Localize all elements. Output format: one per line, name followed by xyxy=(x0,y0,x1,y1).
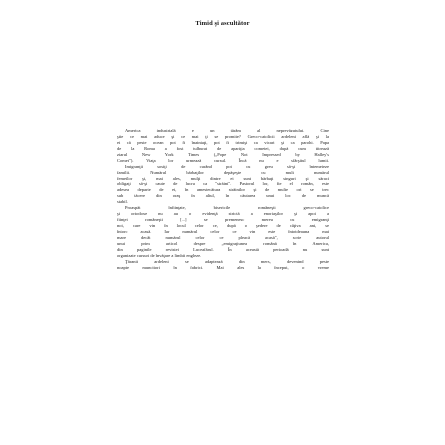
body-text xyxy=(117,128,329,271)
text-line: Ţăranii ardeleni se adaptează din mers, devenind peste xyxy=(125,258,329,264)
text-line: ei că peste ocean pot fi înaintaţi, pot fi trimişi ca vicari şi ca parohi. Papa xyxy=(117,139,329,145)
text-line: America industrială e un tărâm al neprevăzutului. Cine xyxy=(125,128,329,133)
text-line: familii. Numărul bărbaţilor depăşeşte cu mult numărul xyxy=(117,169,329,175)
running-head: Timid şi ascultător xyxy=(195,20,250,27)
text-line: femeilor şi, mai ales, mulţi dintre ei sunt bărbaţi singuri şi săraci xyxy=(117,175,329,181)
text-line: obligaţi să-şi caute de lucru ca "străini". Pastorul lor, fie el român, este xyxy=(117,181,329,187)
text-line: unui prim articol despre „emigraţiunea română în America, xyxy=(117,240,329,246)
text-line: ştie ce mai aduce şi ce mai ţi se promite? Greco-catolicii ardeleni află şi la xyxy=(117,133,329,139)
text-line: stabil. xyxy=(117,199,128,205)
text-line: mare decât numărul celor ce pleacă acasă", scrie autorul xyxy=(117,234,329,240)
text-line: organizate cursuri de învăţare a limbii engleze. xyxy=(117,252,202,258)
text-line: de la Roma a fost tulburat de apariţia cometei, după cum titrează xyxy=(117,145,329,151)
text-line: din paginile revistei Luceafărul. În această perioadă nu sunt xyxy=(117,246,329,252)
text-line: sub tăcere din oraş în altul, în căutarea unui loc de muncă xyxy=(117,193,329,199)
text-line: Imigranţii sosiţi de curând pot cu greu să-şi întemeieze xyxy=(125,163,329,169)
text-line: adesea departe de ei, în amestecătura străinilor şi de multe ori se trec xyxy=(117,187,329,193)
text-line: întorc acasă. Iar numărul celor ce vin este întotdeauna mai xyxy=(117,228,329,234)
text-line: şi ortodoxe nu au o evidenţă strictă a enoriaşilor şi apoi a xyxy=(117,211,329,217)
text-line: Proaspăt înfiinţate, bisericile româneşti greco-catolice xyxy=(125,205,329,211)
text-line: noi, care vin în locul celor ce, după o şedere de câţiva ani, se xyxy=(117,223,329,228)
text-line: ziarul New York Times („Pope Not Impressed by Halley's xyxy=(117,151,329,157)
text-line: Comet"). Viaţa lor urmează cursul. Încă nu e sfârşitul lumii. xyxy=(117,157,329,163)
text-line: noapte muncitori în fabrici. Mai ales la început, o vreme xyxy=(117,264,329,270)
text-line: fiinţei româneşti [...] se premenesc mereu cu emigranţi xyxy=(117,217,329,223)
